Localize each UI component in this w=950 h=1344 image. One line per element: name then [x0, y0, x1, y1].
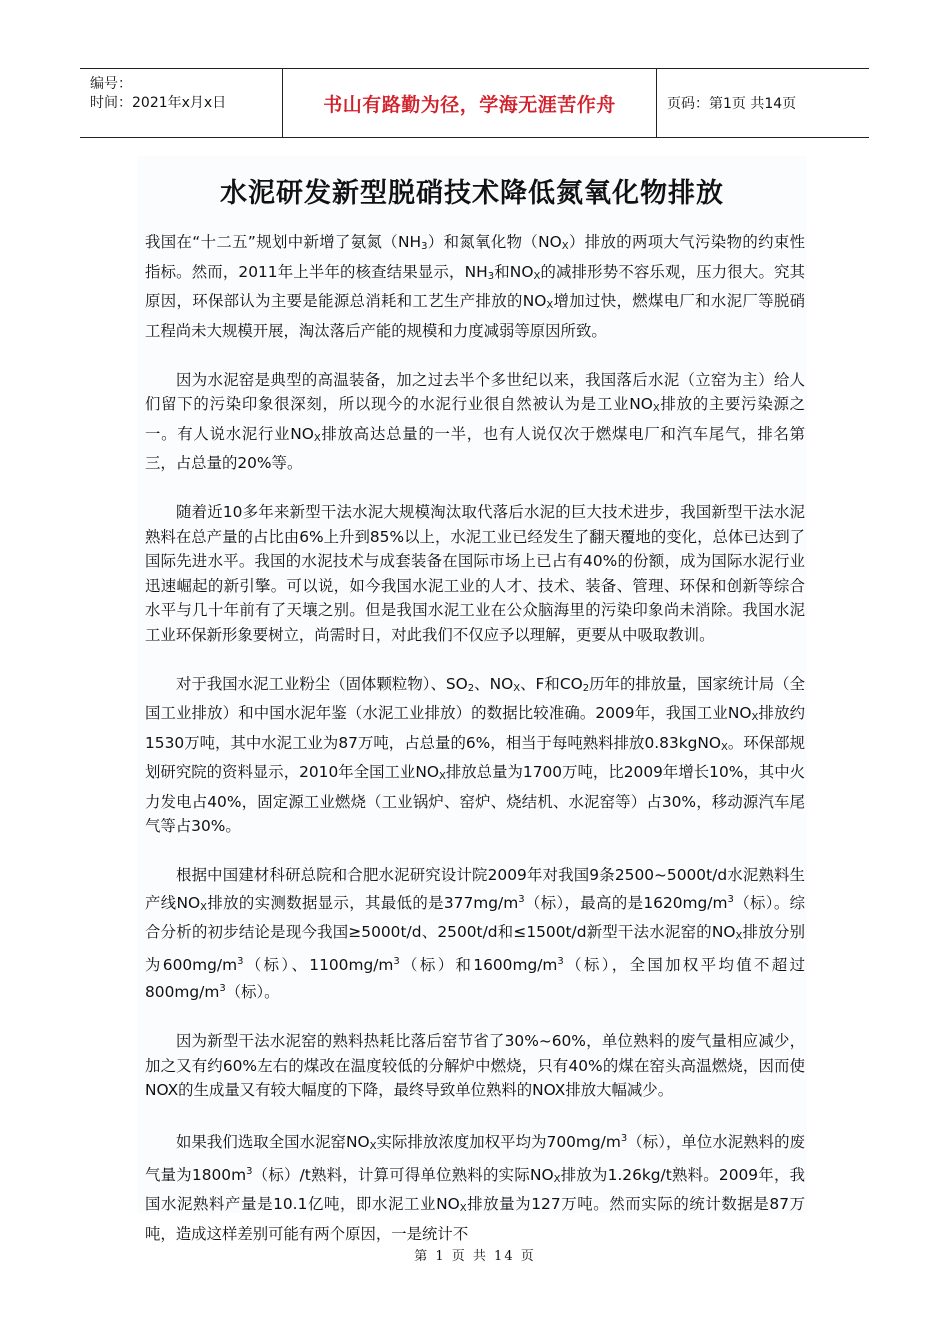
body-paragraph: 因为新型干法水泥窑的熟料热耗比落后窑节省了30%~60%，单位熟料的废气量相应减少，加之又有约60%左右的煤改在温度较低的分解炉中燃烧，只有40%的煤在窑头高温燃烧，因而使NOX的生成量又有较大幅度的下降，最终导致单位熟料的NOX排放大幅减少。	[145, 1032, 805, 1099]
subscript: X	[513, 682, 521, 694]
header-number-label: 编号：	[90, 76, 132, 92]
body-paragraph: 我国在“十二五”规划中新增了氨氮$(NH_3)$和氮氧化物$(NO_X)$排放的两项大气污染物的约束性指标。然而，2011年上半年的核查结果显示，$NH_3$和$NO_X$的减排形势不容乐观，压力很大。究其原因，环保部认为主要是能源总消耗和工艺生产排放的$NO_X$增加过快，燃煤电厂和水泥厂等脱硝工程尚未大规模开展，淘汰落后产能的规模和力度减弱等原因所致。	[145, 233, 805, 340]
subscript: X	[313, 432, 321, 444]
subscript: X	[438, 771, 446, 782]
subscript: X	[533, 270, 541, 282]
subscript: 3	[421, 241, 428, 252]
superscript: 3	[620, 1133, 628, 1144]
header-meta	[80, 69, 282, 137]
superscript: 3	[727, 893, 734, 905]
body-paragraph: 因为水泥窑是典型的高温装备，加之过去半个多世纪以来，我国落后水泥（立窑为主）给人们留下的污染印象很深刻，所以现今的水泥行业很自然被认为是工业$NO_X$排放的主要污染源之一。有人说水泥行业$NO_X$排放高达总量的一半，也有人说仅次于燃煤电厂和汽车尾气，排名第三，占总量的20%等。	[145, 370, 805, 472]
subscript: X	[735, 931, 743, 942]
document-header	[80, 68, 869, 138]
superscript: 3	[246, 1165, 253, 1177]
superscript: 3	[557, 955, 564, 967]
body-paragraph: 如果我们选取全国水泥窑$NO_X$实际排放浓度加权平均为$700mg/m^3$（标），单位水泥熟料的废气量为$1800m^3$（标）/t熟料，计算可得单位熟料的实际$NO_X$排放为1.26kg/t熟料。2009年，我国水泥熟料产量是10.1亿吨，即水泥工业$NO_X$排放量为127万吨。然而实际的统计数据是87万吨，造成这样差别可能有两个原因，一是统计不	[145, 1133, 805, 1243]
superscript: 3	[393, 955, 400, 967]
subscript: X	[369, 1141, 377, 1152]
subscript: 3	[487, 270, 495, 282]
body-paragraph: 根据中国建材科研总院和合肥水泥研究设计院2009年对我国9条2500~5000t/d水泥熟料生产线$NO_X$排放的实测数据显示，其最低的是$377mg/m^3$（标），最高的是$1620mg/m^3$（标）。综合分析的初步结论是现今我国≥5000t/d、2500t/d和≤1500t/d新型干法水泥窑的$NO_X$排放分别为$600mg/m^3$（标）、$1100mg/m^3$（标）和$1600mg/m^3$（标），全国加权平均值不超过$800mg/m^3$（标）。	[145, 866, 805, 1001]
document-title: 水泥研发新型脱硝技术降低氮氧化物排放	[220, 178, 724, 209]
header-page-info: 页码：第1页 共14页	[667, 96, 797, 112]
paragraph-list	[145, 230, 805, 1271]
subscript: X	[652, 403, 660, 414]
subscript: X	[459, 1203, 467, 1214]
body-paragraph: 对于我国水泥工业粉尘（固体颗粒物）、$SO_2$、$NO_X$、F和$CO_2$历年的排放量，国家统计局（全国工业排放）和中国水泥年鉴（水泥工业排放）的数据比较准确。2009年，我国工业$NO_X$排放约1530万吨，其中水泥工业为87万吨，占总量的6%，相当于每吨熟料排放0.83kgNO$_X$。环保部规划研究院的资料显示，2010年全国工业$NO_X$排放总量为1700万吨，比2009年增长10%，其中火力发电占40%，固定源工业燃烧（工业锅炉、窑炉、烧结机、水泥窑等）占30%，移动源汽车尾气等占30%。	[145, 674, 806, 835]
superscript: 3	[237, 955, 244, 967]
superscript: 3	[219, 983, 226, 994]
document-body	[137, 156, 807, 1243]
page-footer: 第 1 页 共 14 页	[414, 1249, 536, 1264]
subscript: X	[200, 901, 208, 913]
body-paragraph: 随着近10多年来新型干法水泥大规模淘汰取代落后水泥的巨大技术进步，我国新型干法水泥熟料在总产量的占比由6%上升到85%以上，水泥工业已经发生了翻天覆地的变化，总体已达到了国际先进水平。我国的水泥技术与成套装备在国际市场上已占有40%的份额，成为国际水泥行业迅速崛起的新引擎。可以说，如今我国水泥工业的人才、技术、装备、管理、环保和创新等综合水平与几十年前有了天壤之别。但是我国水泥工业在公众脑海里的污染印象尚未消除。我国水泥工业环保新形象要树立，尚需时日，对此我们不仅应予以理解，更要从中吸取教训。	[145, 503, 805, 644]
header-date: 时间：2021年x月x日	[90, 95, 227, 111]
subscript: X	[546, 300, 554, 311]
subscript: 2	[467, 682, 475, 694]
subscript: X	[553, 1173, 561, 1185]
superscript: 3	[518, 893, 525, 905]
subscript: X	[561, 241, 569, 252]
subscript: X	[751, 712, 759, 723]
subscript: 2	[582, 682, 590, 694]
subscript: X	[721, 741, 728, 753]
header-motto: 书山有路勤为径，学海无涯苦作舟	[282, 69, 657, 137]
